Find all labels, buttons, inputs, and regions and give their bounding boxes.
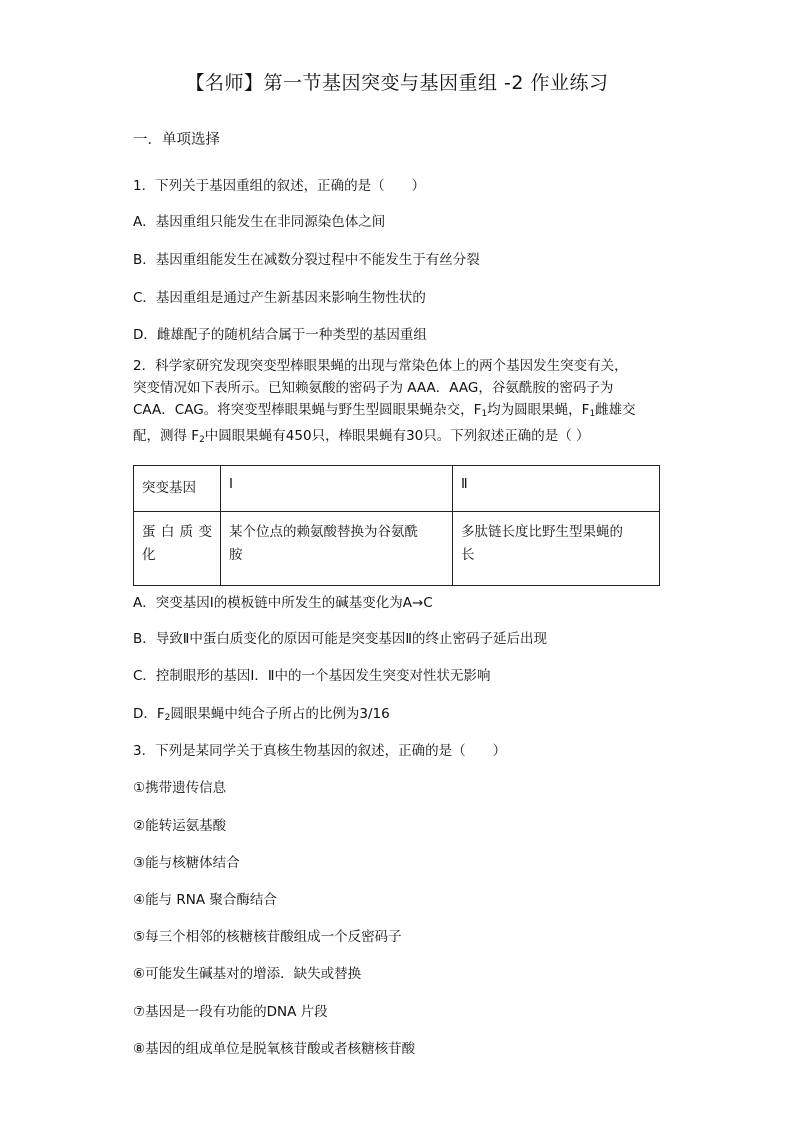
q2-stem-line: 2．科学家研究发现突变型棒眼果蝇的出现与常染色体上的两个基因发生突变有关，	[133, 358, 628, 374]
cell-text: 某个位点的赖氨酸替换为谷氨酰	[229, 524, 418, 540]
q2-text: 圆眼果蝇中纯合子所占的比例为3/16	[170, 706, 390, 722]
table-row	[134, 466, 660, 512]
cell-text: 化	[142, 547, 156, 563]
q2-text: 中圆眼果蝇有450只，棒眼果蝇有30只。下列叙述正确的是（ ）	[204, 428, 590, 444]
q2-text: 配，测得 F	[133, 428, 200, 444]
q1-option-c: C．基因重组是通过产生新基因来影响生物性状的	[133, 290, 426, 306]
table-cell	[453, 512, 660, 586]
q3-item-1: ①携带遗传信息	[133, 780, 227, 796]
q2-option-b: B．导致Ⅱ中蛋白质变化的原因可能是突变基因Ⅱ的终止密码子延后出现	[133, 631, 548, 647]
subscript: 2	[199, 435, 205, 445]
q2-option-c: C．控制眼形的基因Ⅰ．Ⅱ中的一个基因发生突变对性状无影响	[133, 668, 491, 684]
table-cell: Ⅱ	[453, 466, 660, 512]
q2-text: D．F	[133, 706, 165, 722]
table-cell	[134, 512, 221, 586]
q1-option-a: A．基因重组只能发生在非同源染色体之间	[133, 214, 386, 230]
cell-text: 胺	[229, 547, 243, 563]
cell-text: 蛋白质变	[142, 524, 212, 540]
q3-item-3: ③能与核糖体结合	[133, 855, 240, 871]
cell-text: 多肽链长度比野生型果蝇的	[461, 524, 623, 540]
q3-item-7: ⑦基因是一段有功能的DNA 片段	[133, 1004, 328, 1020]
page-title: 【名师】第一节基因突变与基因重组 -2 作业练习	[185, 72, 609, 94]
table-cell: 突变基因	[134, 466, 221, 512]
table-cell: Ⅰ	[221, 466, 453, 512]
q2-stem	[133, 355, 663, 451]
subscript: 2	[164, 713, 171, 723]
q2-stem-line	[133, 399, 663, 425]
q1-option-b: B．基因重组能发生在减数分裂过程中不能发生于有丝分裂	[133, 252, 480, 268]
section-heading: 一．单项选择	[133, 132, 220, 148]
table-row	[134, 512, 660, 586]
subscript: 1	[589, 409, 596, 419]
q1-option-d: D．雌雄配子的随机结合属于一种类型的基因重组	[133, 327, 427, 343]
q2-option-a: A．突变基因Ⅰ的模板链中所发生的碱基变化为A→C	[133, 595, 433, 611]
q2-text: CAA．CAG。将突变型棒眼果蝇与野生型圆眼果蝇杂交，F	[133, 402, 482, 418]
q2-stem-line	[133, 425, 663, 451]
q2-text: 均为圆眼果蝇，F	[487, 402, 590, 418]
q3-item-4: ④能与 RNA 聚合酶结合	[133, 892, 277, 908]
q3-item-2: ②能转运氨基酸	[133, 818, 227, 834]
mutation-table	[133, 465, 660, 586]
table-cell	[221, 512, 453, 586]
q3-item-8: ⑧基因的组成单位是脱氧核苷酸或者核糖核苷酸	[133, 1041, 416, 1057]
q1-stem: 1．下列关于基因重组的叙述，正确的是（ ）	[133, 178, 426, 194]
subscript: 1	[481, 409, 488, 419]
q3-stem: 3．下列是某同学关于真核生物基因的叙述，正确的是（ ）	[133, 743, 507, 759]
cell-text: 长	[461, 547, 475, 563]
q2-text: 雌雄交	[595, 402, 636, 418]
q2-option-d	[133, 702, 390, 723]
q2-stem-line: 突变情况如下表所示。已知赖氨酸的密码子为 AAA．AAG，谷氨酰胺的密码子为	[133, 380, 614, 396]
q3-item-6: ⑥可能发生碱基对的增添．缺失或替换	[133, 966, 362, 982]
q3-item-5: ⑤每三个相邻的核糖核苷酸组成一个反密码子	[133, 929, 402, 945]
